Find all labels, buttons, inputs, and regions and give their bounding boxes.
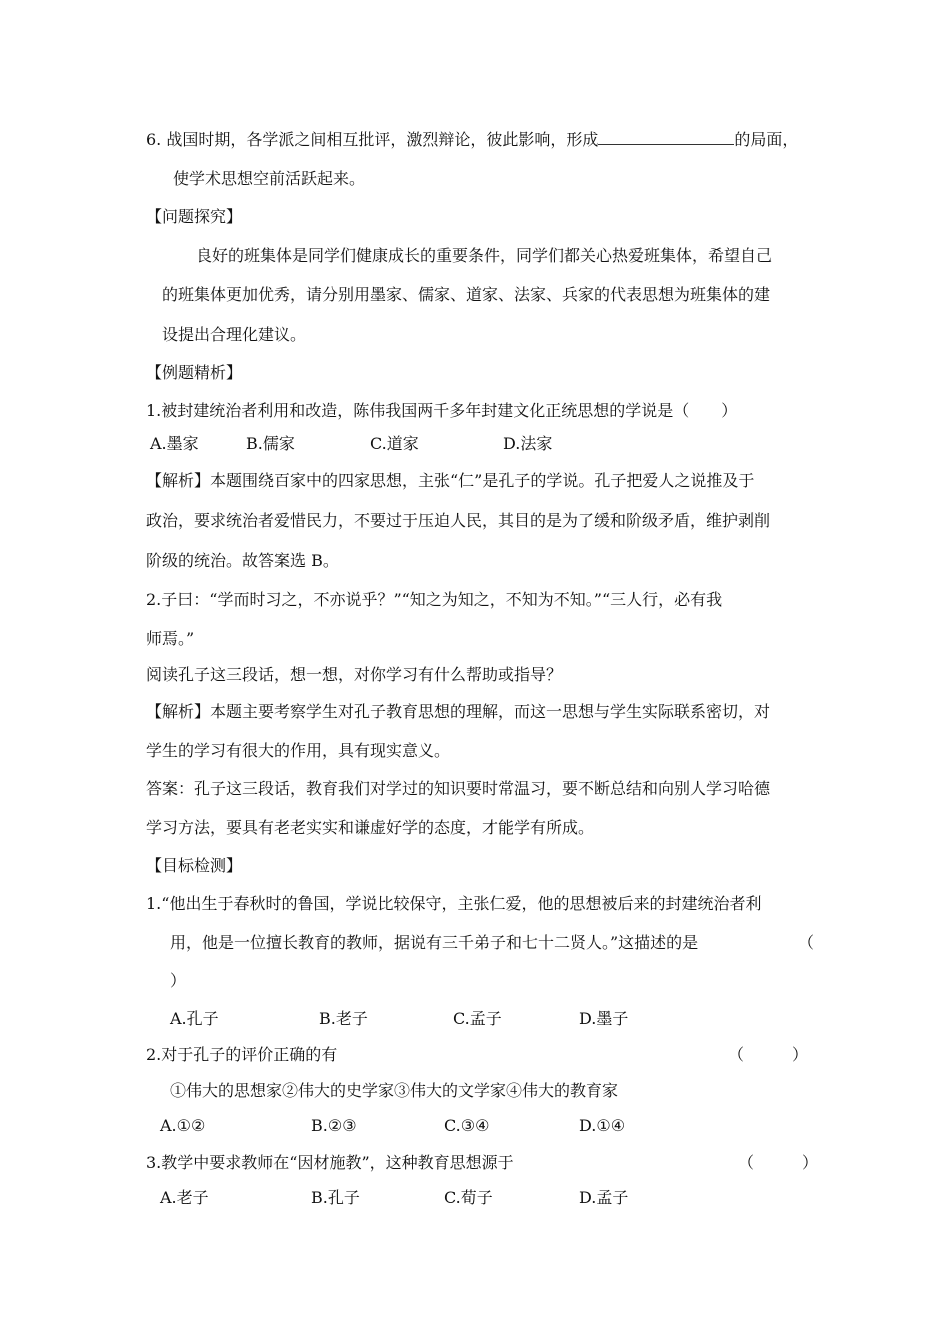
inquiry-line-2: 的班集体更加优秀，请分别用墨家、儒家、道家、法家、兵家的代表思想为班集体的建 xyxy=(162,285,771,304)
example-q2-stem-1: 2.子曰：“学而时习之，不亦说乎？”“知之为知之，不知为不知。”“三人行，必有我 xyxy=(146,590,723,609)
example-q1-analysis-2: 政治，要求统治者爱惜民力，不要过于压迫人民，其目的是为了缓和阶级矛盾，维护剥削 xyxy=(146,511,771,530)
test-q2-option-b[interactable]: B.②③ xyxy=(311,1116,357,1135)
test-q1-answer-paren-open[interactable]: （ xyxy=(798,933,815,952)
q6-line-2: 使学术思想空前活跃起来。 xyxy=(173,169,366,188)
example-q1-stem: 1.被封建统治者利用和改造，陈伟我国两千多年封建文化正统思想的学说是（ ） xyxy=(146,401,738,420)
example-q2-stem-3: 阅读孔子这三段话，想一想，对你学习有什么帮助或指导？ xyxy=(146,665,563,684)
example-q2-answer-2: 学习方法，要具有老老实实和谦虚好学的态度，才能学有所成。 xyxy=(146,818,595,837)
test-q3-option-c[interactable]: C.荀子 xyxy=(444,1188,493,1207)
example-q2-answer-1: 答案：孔子这三段话，教育我们对学过的知识要时常温习，要不断总结和向别人学习哈德 xyxy=(146,779,771,798)
test-q1-option-b[interactable]: B.老子 xyxy=(319,1009,368,1028)
test-q2-answer-paren[interactable]: （ ） xyxy=(728,1045,809,1064)
test-q1-stem-1: 1.“他出生于春秋时的鲁国，学说比较保守，主张仁爱，他的思想被后来的封建统治者利 xyxy=(146,894,762,913)
q6-answer-blank[interactable] xyxy=(598,130,734,145)
test-q3-option-b[interactable]: B.孔子 xyxy=(311,1188,360,1207)
test-q2-option-a[interactable]: A.①② xyxy=(160,1116,206,1135)
example-q1-analysis-1: 【解析】本题围绕百家中的四家思想，主张“仁”是孔子的学说。孔子把爱人之说推及于 xyxy=(146,471,755,490)
inquiry-line-1: 良好的班集体是同学们健康成长的重要条件，同学们都关心热爱班集体，希望自己 xyxy=(196,246,773,265)
inquiry-line-3: 设提出合理化建议。 xyxy=(162,325,307,344)
test-q2-stem: 2.对于孔子的评价正确的有 xyxy=(146,1045,338,1064)
test-q2-option-c[interactable]: C.③④ xyxy=(444,1116,490,1135)
inquiry-heading: 【问题探究】 xyxy=(146,207,243,226)
test-q3-option-d[interactable]: D.孟子 xyxy=(579,1188,629,1207)
test-q3-answer-paren[interactable]: （ ） xyxy=(738,1153,819,1172)
example-q1-analysis-3: 阶级的统治。故答案选 B。 xyxy=(146,551,339,570)
q6-line-1 xyxy=(146,129,798,151)
example-q2-analysis-2: 学生的学习有很大的作用，具有现实意义。 xyxy=(146,741,451,760)
test-q1-option-a[interactable]: A.孔子 xyxy=(170,1009,219,1028)
tests-heading: 【目标检测】 xyxy=(146,856,243,875)
test-q1-stem-3: ） xyxy=(170,971,187,990)
examples-heading: 【例题精析】 xyxy=(146,363,243,382)
test-q1-option-c[interactable]: C.孟子 xyxy=(453,1009,502,1028)
example-q1-option-a[interactable]: A.墨家 xyxy=(150,434,199,453)
example-q2-stem-2: 师焉。” xyxy=(146,629,195,648)
test-q1-stem-2: 用，他是一位擅长教育的教师，据说有三千弟子和七十二贤人。”这描述的是 xyxy=(170,933,699,952)
test-q1-option-d[interactable]: D.墨子 xyxy=(579,1009,629,1028)
example-q1-option-d[interactable]: D.法家 xyxy=(503,434,553,453)
test-q2-choices: ①伟大的思想家②伟大的史学家③伟大的文学家④伟大的教育家 xyxy=(170,1081,619,1100)
q6-text-after-blank: 的局面， xyxy=(734,130,799,149)
example-q2-analysis-1: 【解析】本题主要考察学生对孔子教育思想的理解，而这一思想与学生实际联系密切，对 xyxy=(146,702,771,721)
example-q1-option-c[interactable]: C.道家 xyxy=(370,434,419,453)
test-q2-option-d[interactable]: D.①④ xyxy=(579,1116,626,1135)
example-q1-option-b[interactable]: B.儒家 xyxy=(246,434,295,453)
test-q3-option-a[interactable]: A.老子 xyxy=(160,1188,209,1207)
test-q3-stem: 3.教学中要求教师在“因材施教”，这种教育思想源于 xyxy=(146,1153,514,1172)
q6-text-before-blank: 6. 战国时期，各学派之间相互批评，激烈辩论，彼此影响，形成 xyxy=(146,130,599,149)
